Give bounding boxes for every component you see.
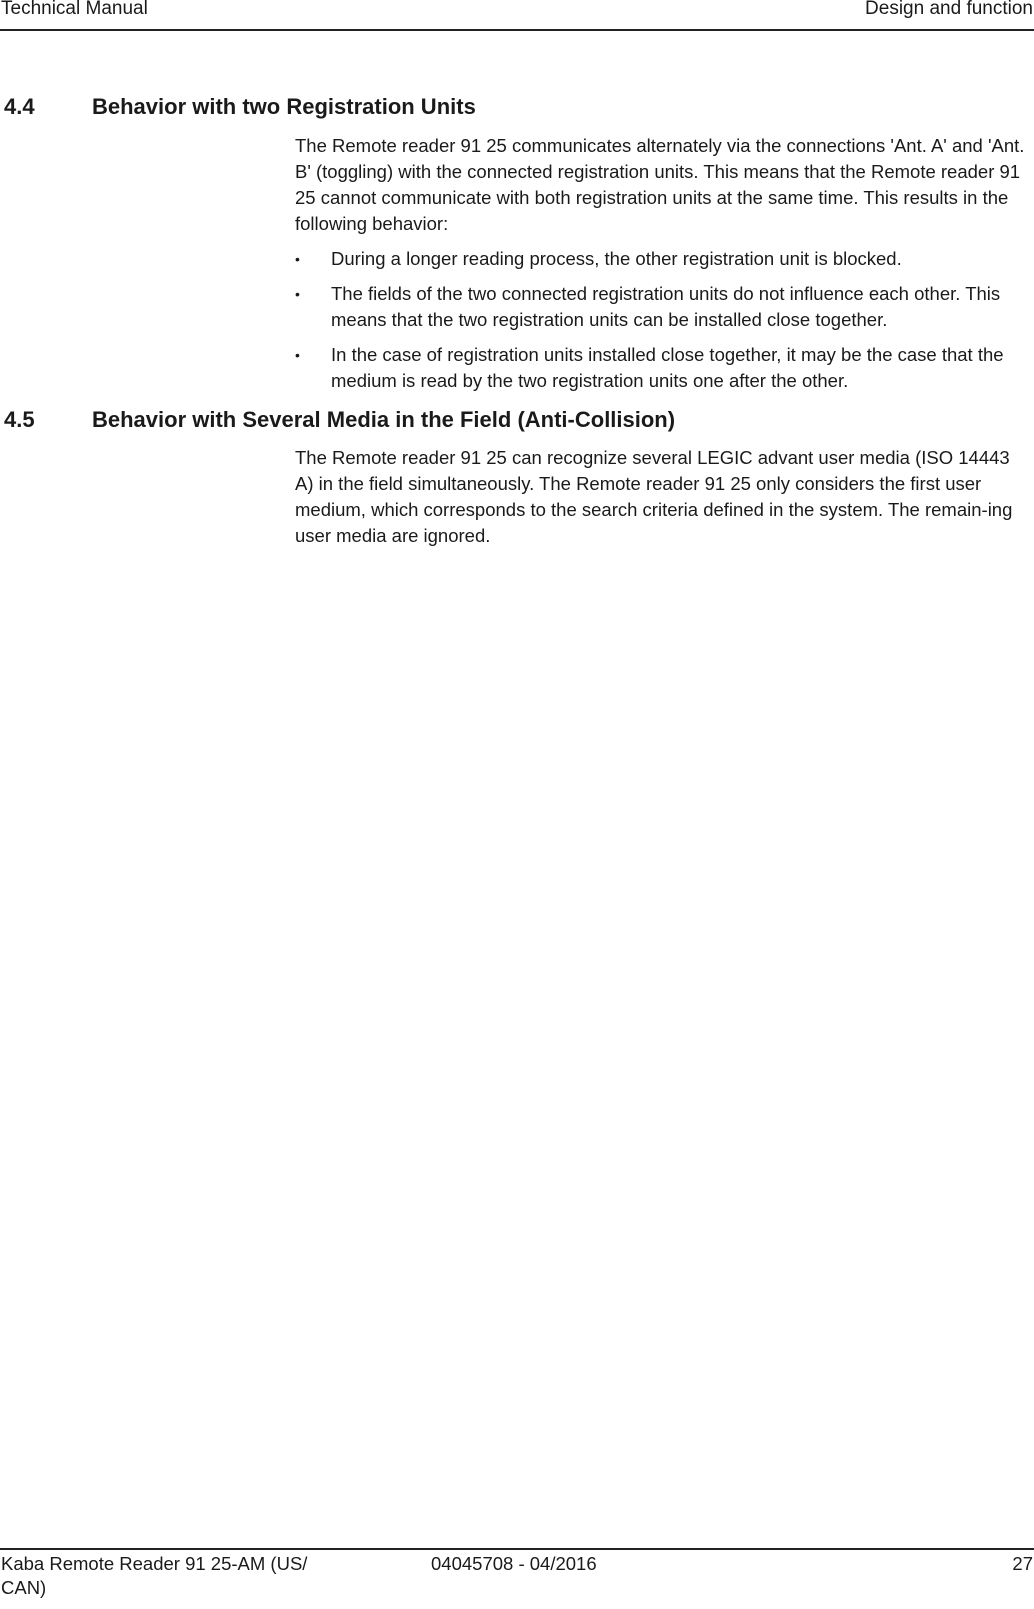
bullet-list [295, 246, 1030, 394]
header-document-type: Technical Manual [1, 0, 148, 19]
section-4-5-body [295, 445, 1030, 549]
section-title: Behavior with Several Media in the Field (Anti-Collision) [92, 407, 676, 432]
list-item [295, 281, 1030, 333]
footer-document-number: 04045708 - 04/2016 [431, 1553, 597, 1574]
list-item [295, 246, 1030, 272]
list-item-text: During a longer reading process, the other registration unit is blocked. [331, 248, 902, 269]
bullet-icon: • [295, 286, 300, 302]
list-item-text: In the case of registration units installed close together, it may be the case that the medium is read by the two registration units one after the other. [331, 344, 1004, 391]
page-header [0, 0, 1034, 31]
section-paragraph: The Remote reader 91 25 communicates alternately via the connections 'Ant. A' and 'Ant. B' (toggling) with the connected registration units. This means that the Remote reader 91 25 cannot communicate with both registration units at the same time. This results in the following behavior: [295, 135, 1025, 234]
section-number: 4.4 [4, 94, 35, 119]
bullet-icon: • [295, 347, 300, 363]
page-footer [0, 1548, 1034, 1609]
list-item [295, 342, 1030, 394]
list-item-text: The fields of the two connected registration units do not influence each other. This means that the two registration units can be installed close together. [331, 283, 1001, 330]
bullet-icon: • [295, 251, 300, 267]
section-paragraph: The Remote reader 91 25 can recognize several LEGIC advant user media (ISO 14443 A) in the field simultaneously. The Remote reader 91 25 only considers the first user medium, which corresponds to the search criteria defined in the system. The remain-ing user media are ignored. [295, 447, 1013, 546]
section-number: 4.5 [4, 407, 35, 432]
footer-product-name: Kaba Remote Reader 91 25-AM (US/ CAN) [1, 1553, 308, 1598]
footer-page-number: 27 [1012, 1553, 1033, 1574]
section-title: Behavior with two Registration Units [92, 94, 476, 119]
section-4-4-body [295, 133, 1030, 394]
header-chapter-title: Design and function [865, 0, 1033, 19]
